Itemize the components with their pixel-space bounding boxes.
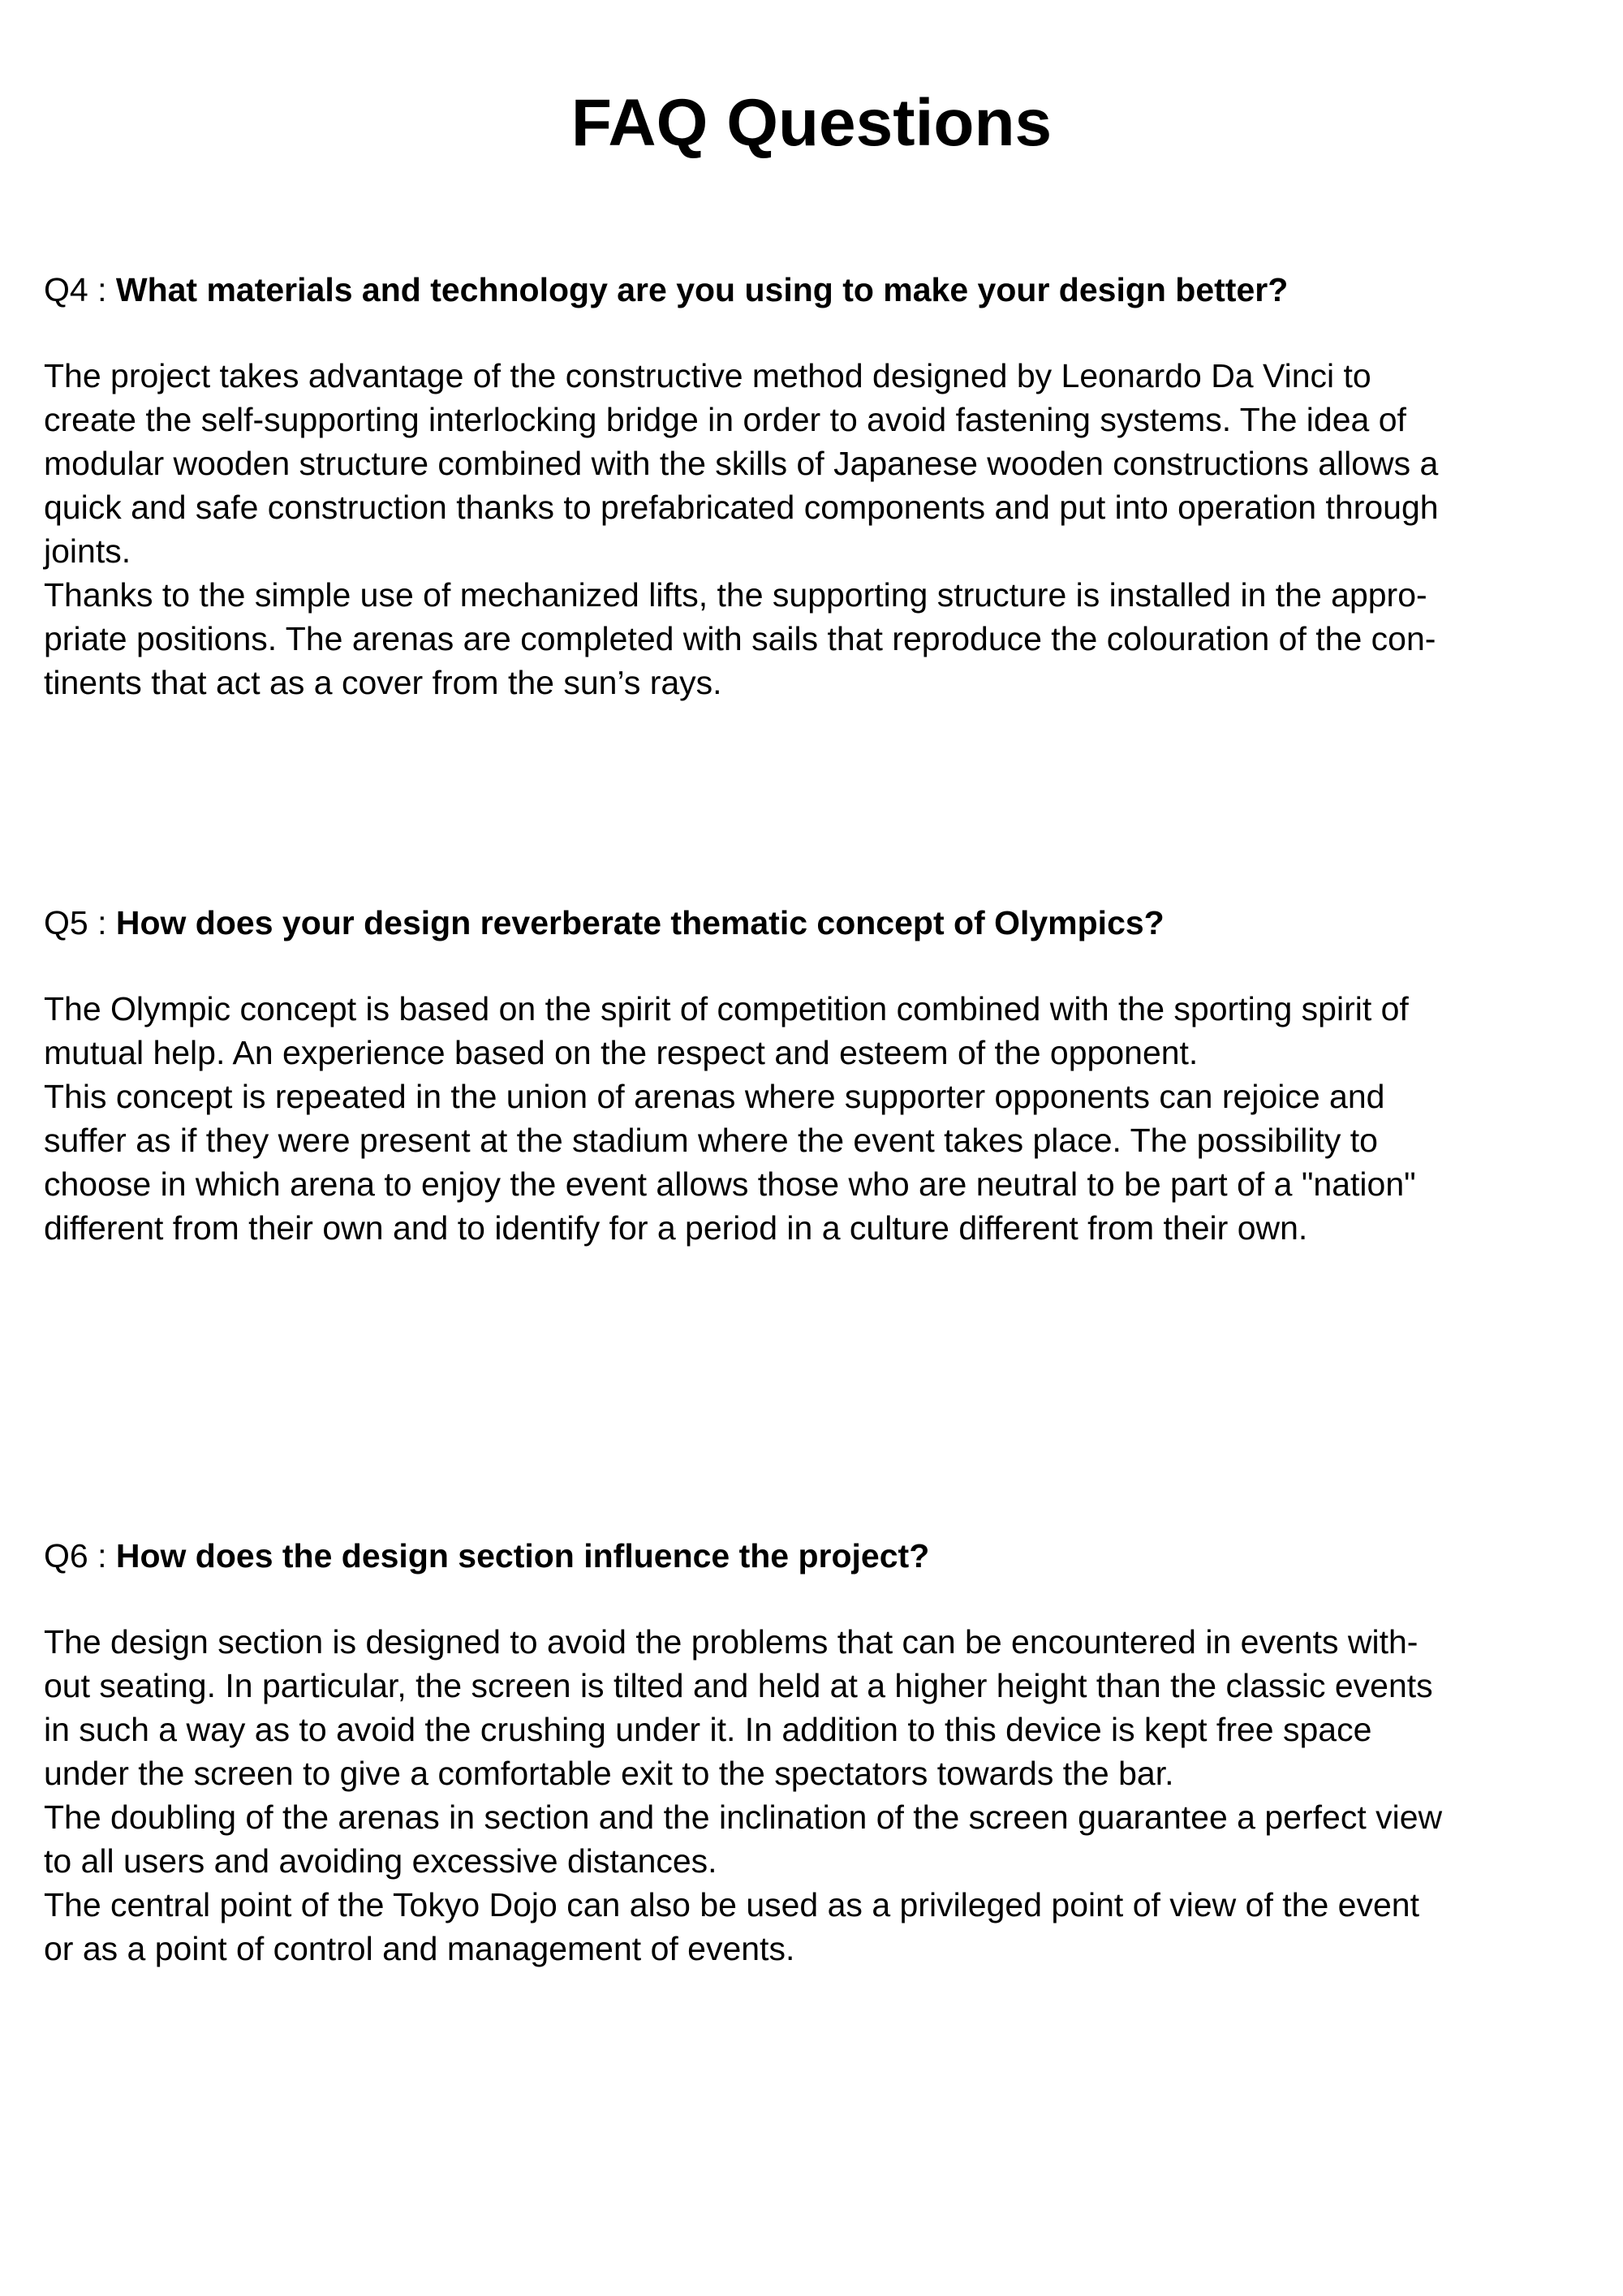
faq-item-q5 bbox=[44, 901, 1586, 1250]
answer-line: different from their own and to identify for a period in a culture different from their own. bbox=[44, 1209, 1308, 1247]
question-text: How does the design section influence the project? bbox=[115, 1537, 930, 1574]
faq-question bbox=[44, 901, 1586, 945]
answer-line: mutual help. An experience based on the respect and esteem of the opponent. bbox=[44, 1034, 1199, 1071]
question-text: What materials and technology are you using to make your design better? bbox=[115, 271, 1289, 308]
answer-line: This concept is repeated in the union of arenas where supporter opponents can rejoice and bbox=[44, 1078, 1385, 1115]
faq-answer bbox=[44, 987, 1586, 1250]
answer-line: modular wooden structure combined with the skills of Japanese wooden constructions allows a bbox=[44, 445, 1439, 482]
answer-line: quick and safe construction thanks to prefabricated components and put into operation through bbox=[44, 489, 1439, 526]
page-title: FAQ Questions bbox=[570, 86, 1053, 160]
question-number: Q6 : bbox=[44, 1537, 116, 1574]
faq-answer bbox=[44, 354, 1586, 704]
question-number: Q4 : bbox=[44, 271, 116, 308]
answer-line: The doubling of the arenas in section and the inclination of the screen guarantee a perfect view bbox=[44, 1798, 1443, 1836]
question-number: Q5 : bbox=[44, 904, 116, 941]
faq-answer bbox=[44, 1620, 1586, 1971]
answer-line: to all users and avoiding excessive distances. bbox=[44, 1842, 717, 1880]
faq-item-q6 bbox=[44, 1534, 1586, 1971]
answer-line: Thanks to the simple use of mechanized lifts, the supporting structure is installed in the appro- bbox=[44, 576, 1427, 614]
answer-line: The central point of the Tokyo Dojo can also be used as a privileged point of view of the event bbox=[44, 1886, 1419, 1923]
answer-line: The Olympic concept is based on the spirit of competition combined with the sporting spirit of bbox=[44, 990, 1409, 1027]
faq-question bbox=[44, 1534, 1586, 1578]
answer-line: or as a point of control and management of events. bbox=[44, 1930, 795, 1967]
answer-line: choose in which arena to enjoy the event allows those who are neutral to be part of a "nation" bbox=[44, 1165, 1416, 1203]
answer-line: priate positions. The arenas are completed with sails that reproduce the colouration of the con- bbox=[44, 620, 1436, 657]
answer-line: joints. bbox=[44, 532, 131, 570]
answer-line: out seating. In particular, the screen is tilted and held at a higher height than the classic events bbox=[44, 1667, 1433, 1704]
faq-item-q4 bbox=[44, 268, 1586, 704]
answer-line: suffer as if they were present at the stadium where the event takes place. The possibility to bbox=[44, 1122, 1378, 1159]
answer-line: in such a way as to avoid the crushing under it. In addition to this device is kept free space bbox=[44, 1711, 1372, 1748]
answer-line: The design section is designed to avoid the problems that can be encountered in events with- bbox=[44, 1623, 1419, 1661]
answer-line: under the screen to give a comfortable exit to the spectators towards the bar. bbox=[44, 1755, 1174, 1792]
answer-line: tinents that act as a cover from the sun’s rays. bbox=[44, 664, 722, 701]
answer-line: The project takes advantage of the constructive method designed by Leonardo Da Vinci to bbox=[44, 357, 1371, 394]
question-text: How does your design reverberate thematic concept of Olympics? bbox=[115, 904, 1165, 941]
faq-question bbox=[44, 268, 1586, 312]
answer-line: create the self-supporting interlocking bridge in order to avoid fastening systems. The idea of bbox=[44, 401, 1406, 438]
